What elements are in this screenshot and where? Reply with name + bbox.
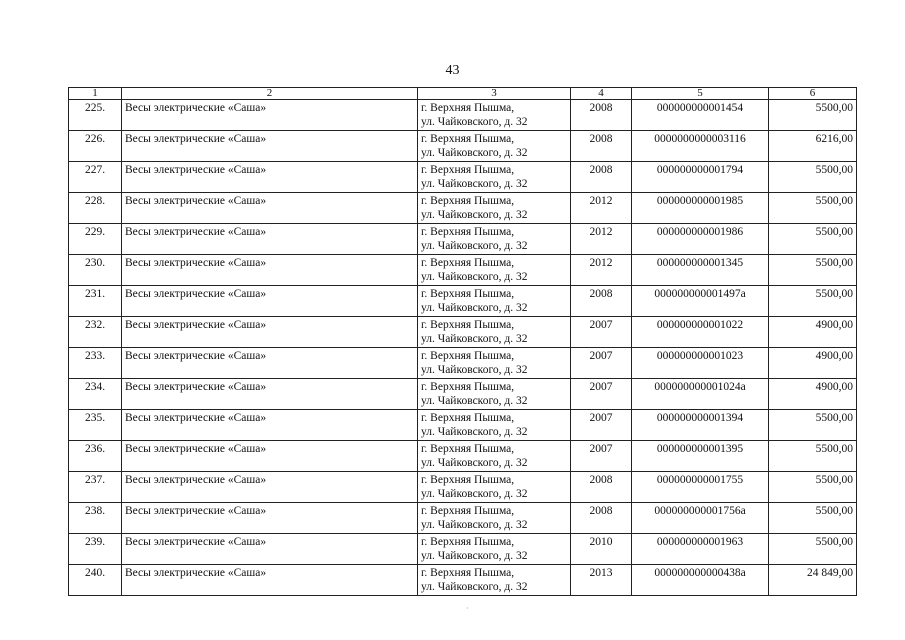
inventory-number: 0000000000003116	[632, 131, 769, 162]
address-street: ул. Чайковского, д. 32	[421, 147, 528, 159]
address-city: г. Верхняя Пышма,	[421, 133, 515, 145]
item-address	[418, 286, 571, 317]
item-year: 2008	[571, 503, 632, 534]
inventory-number: 000000000001756а	[632, 503, 769, 534]
item-year: 2008	[571, 131, 632, 162]
item-name: Весы электрические «Саша»	[122, 162, 418, 193]
row-number: 225.	[69, 100, 122, 131]
address-city: г. Верхняя Пышма,	[421, 350, 515, 362]
table-row	[69, 410, 857, 441]
scan-speck: ·	[466, 604, 469, 613]
item-address	[418, 224, 571, 255]
item-cost: 5500,00	[769, 193, 857, 224]
item-cost: 5500,00	[769, 472, 857, 503]
item-cost: 5500,00	[769, 441, 857, 472]
inventory-number: 000000000001394	[632, 410, 769, 441]
item-name: Весы электрические «Саша»	[122, 286, 418, 317]
address-street: ул. Чайковского, д. 32	[421, 116, 528, 128]
inventory-number: 000000000001755	[632, 472, 769, 503]
table-header	[69, 88, 857, 100]
item-cost: 5500,00	[769, 162, 857, 193]
item-name: Весы электрические «Саша»	[122, 472, 418, 503]
inventory-number: 000000000001023	[632, 348, 769, 379]
inventory-number: 000000000001985	[632, 193, 769, 224]
item-name: Весы электрические «Саша»	[122, 534, 418, 565]
column-header-4: 4	[571, 88, 632, 100]
inventory-number: 000000000000438а	[632, 565, 769, 596]
row-number: 230.	[69, 255, 122, 286]
item-cost: 5500,00	[769, 100, 857, 131]
item-name: Весы электрические «Саша»	[122, 565, 418, 596]
row-number: 239.	[69, 534, 122, 565]
item-cost: 24 849,00	[769, 565, 857, 596]
item-address	[418, 131, 571, 162]
item-cost: 5500,00	[769, 410, 857, 441]
item-cost: 5500,00	[769, 255, 857, 286]
row-number: 234.	[69, 379, 122, 410]
inventory-number: 000000000001345	[632, 255, 769, 286]
item-year: 2008	[571, 286, 632, 317]
address-street: ул. Чайковского, д. 32	[421, 178, 528, 190]
item-address	[418, 565, 571, 596]
item-address	[418, 472, 571, 503]
address-city: г. Верхняя Пышма,	[421, 195, 515, 207]
item-year: 2013	[571, 565, 632, 596]
inventory-number: 000000000001794	[632, 162, 769, 193]
row-number: 227.	[69, 162, 122, 193]
table-row	[69, 317, 857, 348]
item-name: Весы электрические «Саша»	[122, 100, 418, 131]
item-year: 2007	[571, 317, 632, 348]
item-name: Весы электрические «Саша»	[122, 255, 418, 286]
inventory-number: 000000000001497а	[632, 286, 769, 317]
item-address	[418, 100, 571, 131]
item-name: Весы электрические «Саша»	[122, 379, 418, 410]
address-street: ул. Чайковского, д. 32	[421, 364, 528, 376]
item-year: 2012	[571, 193, 632, 224]
item-year: 2010	[571, 534, 632, 565]
property-register-table	[68, 87, 857, 596]
table-row	[69, 348, 857, 379]
table-row	[69, 503, 857, 534]
address-city: г. Верхняя Пышма,	[421, 381, 515, 393]
row-number: 237.	[69, 472, 122, 503]
item-year: 2008	[571, 472, 632, 503]
table-row	[69, 224, 857, 255]
address-street: ул. Чайковского, д. 32	[421, 333, 528, 345]
item-address	[418, 255, 571, 286]
inventory-number: 000000000001454	[632, 100, 769, 131]
address-city: г. Верхняя Пышма,	[421, 319, 515, 331]
table-row	[69, 193, 857, 224]
address-street: ул. Чайковского, д. 32	[421, 240, 528, 252]
address-city: г. Верхняя Пышма,	[421, 164, 515, 176]
table-row	[69, 472, 857, 503]
column-header-1: 1	[69, 88, 122, 100]
address-city: г. Верхняя Пышма,	[421, 474, 515, 486]
column-header-2: 2	[122, 88, 418, 100]
address-street: ул. Чайковского, д. 32	[421, 550, 528, 562]
address-street: ул. Чайковского, д. 32	[421, 519, 528, 531]
row-number: 228.	[69, 193, 122, 224]
item-year: 2012	[571, 255, 632, 286]
address-street: ул. Чайковского, д. 32	[421, 395, 528, 407]
row-number: 231.	[69, 286, 122, 317]
row-number: 229.	[69, 224, 122, 255]
inventory-number: 000000000001395	[632, 441, 769, 472]
address-street: ул. Чайковского, д. 32	[421, 457, 528, 469]
address-city: г. Верхняя Пышма,	[421, 505, 515, 517]
address-city: г. Верхняя Пышма,	[421, 102, 515, 114]
item-year: 2007	[571, 379, 632, 410]
address-city: г. Верхняя Пышма,	[421, 536, 515, 548]
address-street: ул. Чайковского, д. 32	[421, 271, 528, 283]
item-year: 2008	[571, 162, 632, 193]
item-cost: 6216,00	[769, 131, 857, 162]
address-city: г. Верхняя Пышма,	[421, 567, 515, 579]
item-address	[418, 534, 571, 565]
item-address	[418, 317, 571, 348]
inventory-number: 000000000001022	[632, 317, 769, 348]
address-street: ул. Чайковского, д. 32	[421, 488, 528, 500]
item-year: 2007	[571, 348, 632, 379]
item-name: Весы электрические «Саша»	[122, 441, 418, 472]
item-year: 2007	[571, 410, 632, 441]
item-cost: 5500,00	[769, 534, 857, 565]
item-name: Весы электрические «Саша»	[122, 503, 418, 534]
item-name: Весы электрические «Саша»	[122, 131, 418, 162]
row-number: 235.	[69, 410, 122, 441]
item-address	[418, 379, 571, 410]
address-city: г. Верхняя Пышма,	[421, 288, 515, 300]
inventory-number: 000000000001986	[632, 224, 769, 255]
row-number: 233.	[69, 348, 122, 379]
address-street: ул. Чайковского, д. 32	[421, 209, 528, 221]
item-name: Весы электрические «Саша»	[122, 317, 418, 348]
item-address	[418, 162, 571, 193]
item-year: 2012	[571, 224, 632, 255]
address-city: г. Верхняя Пышма,	[421, 443, 515, 455]
table-row	[69, 100, 857, 131]
page-number: 43	[445, 63, 460, 78]
address-city: г. Верхняя Пышма,	[421, 412, 515, 424]
address-city: г. Верхняя Пышма,	[421, 226, 515, 238]
item-name: Весы электрические «Саша»	[122, 348, 418, 379]
address-street: ул. Чайковского, д. 32	[421, 302, 528, 314]
item-address	[418, 193, 571, 224]
table-row	[69, 131, 857, 162]
item-address	[418, 441, 571, 472]
item-cost: 5500,00	[769, 286, 857, 317]
item-cost: 4900,00	[769, 379, 857, 410]
item-name: Весы электрические «Саша»	[122, 193, 418, 224]
table-row	[69, 162, 857, 193]
column-number-row	[69, 88, 857, 100]
table-row	[69, 441, 857, 472]
item-cost: 5500,00	[769, 224, 857, 255]
address-street: ул. Чайковского, д. 32	[421, 581, 528, 593]
row-number: 232.	[69, 317, 122, 348]
item-name: Весы электрические «Саша»	[122, 410, 418, 441]
item-cost: 4900,00	[769, 317, 857, 348]
column-header-5: 5	[632, 88, 769, 100]
column-header-3: 3	[418, 88, 571, 100]
table-row	[69, 565, 857, 596]
column-header-6: 6	[769, 88, 857, 100]
row-number: 236.	[69, 441, 122, 472]
table-body	[69, 100, 857, 596]
item-cost: 4900,00	[769, 348, 857, 379]
address-city: г. Верхняя Пышма,	[421, 257, 515, 269]
item-address	[418, 348, 571, 379]
item-name: Весы электрические «Саша»	[122, 224, 418, 255]
row-number: 226.	[69, 131, 122, 162]
table-row	[69, 379, 857, 410]
item-address	[418, 410, 571, 441]
table-row	[69, 286, 857, 317]
address-street: ул. Чайковского, д. 32	[421, 426, 528, 438]
inventory-number: 000000000001024а	[632, 379, 769, 410]
table-row	[69, 255, 857, 286]
inventory-number: 000000000001963	[632, 534, 769, 565]
item-year: 2008	[571, 100, 632, 131]
item-address	[418, 503, 571, 534]
item-year: 2007	[571, 441, 632, 472]
row-number: 238.	[69, 503, 122, 534]
row-number: 240.	[69, 565, 122, 596]
item-cost: 5500,00	[769, 503, 857, 534]
table-row	[69, 534, 857, 565]
